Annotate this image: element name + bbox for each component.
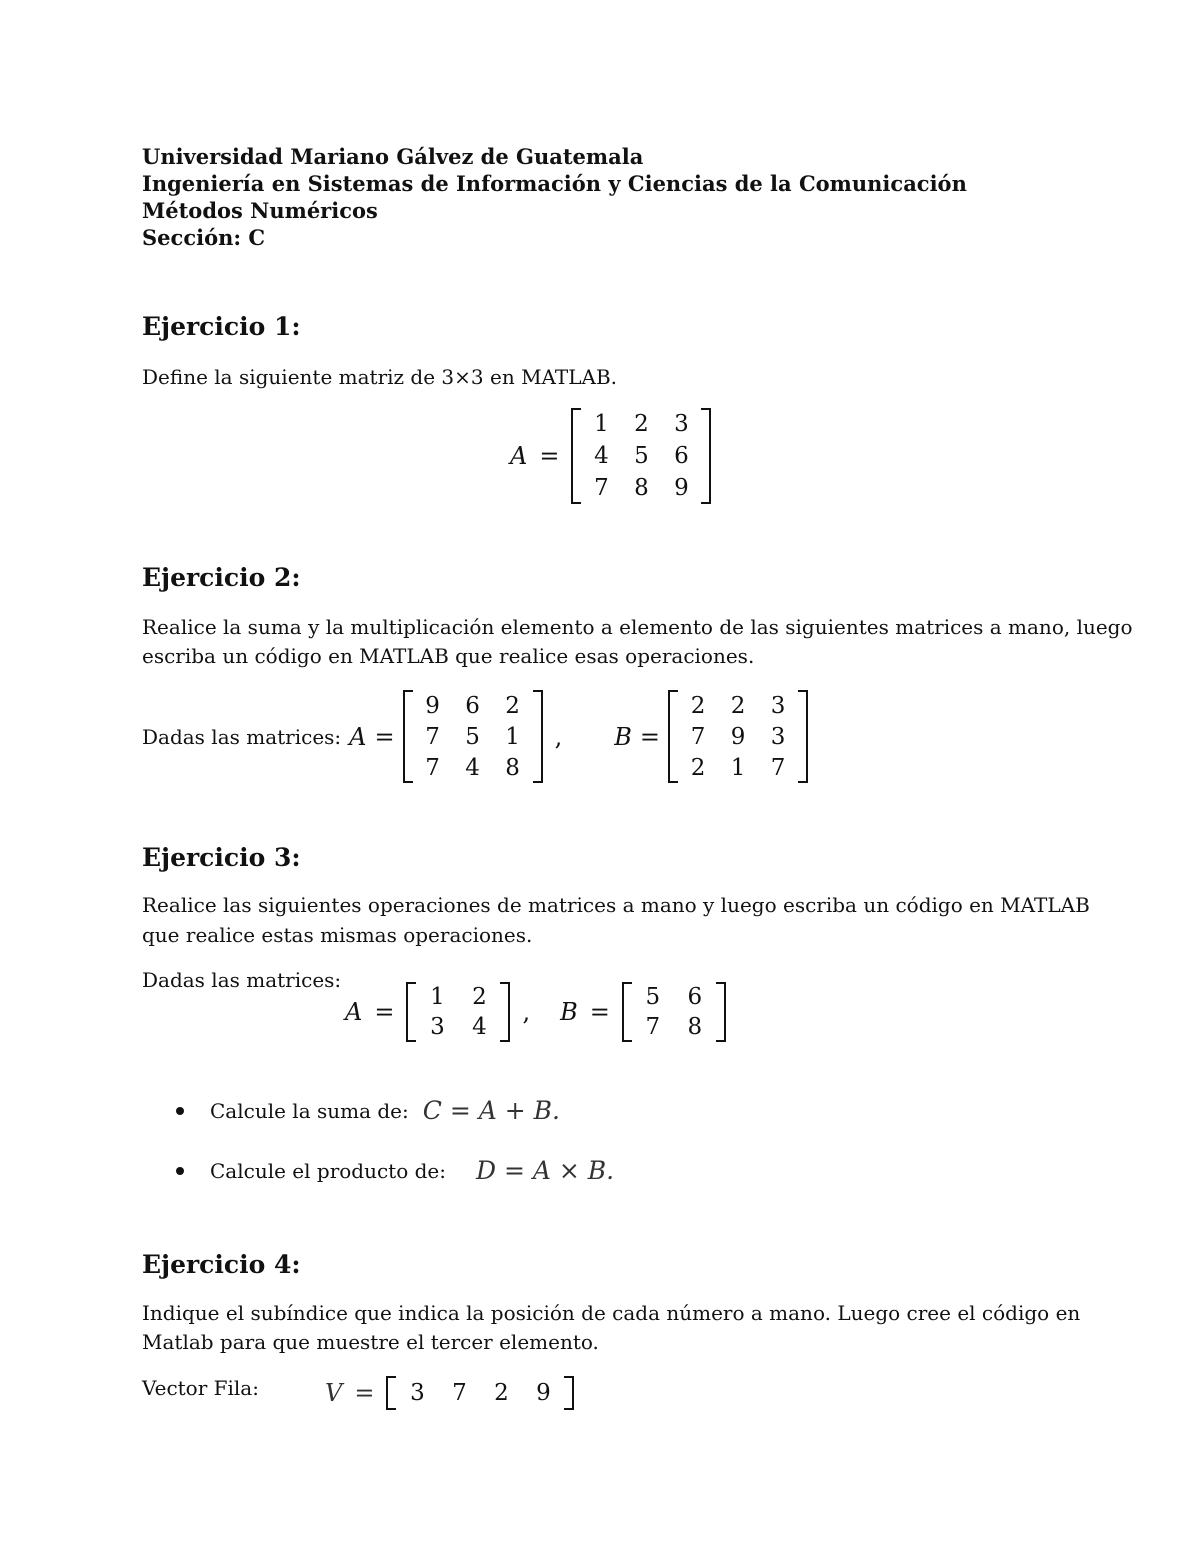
matrix-cell: 9 [730, 723, 746, 750]
matrix-cell: 1 [594, 411, 609, 437]
matrix-cell: 4 [472, 1014, 487, 1040]
vector-element: 3 [410, 1380, 425, 1406]
matrix-cell: 7 [645, 1014, 661, 1040]
vector-v-symbol: V [325, 1379, 343, 1407]
equals-sign: = [354, 1379, 375, 1407]
matrix-cell: 8 [634, 475, 649, 501]
matrix-cell: 1 [730, 754, 746, 781]
matrix-cell: 1 [430, 984, 445, 1010]
exercise-4-equation [325, 1376, 574, 1410]
matrix-cell: 6 [674, 443, 689, 469]
vector-element: 9 [536, 1380, 551, 1406]
exercise-2-text-line1: Realice la suma y la multiplicación elemento a elemento de las siguientes matrices a mano, luego [142, 615, 1133, 639]
exercise-2-text-line2: escriba un código en MATLAB que realice esas operaciones. [142, 644, 755, 668]
matrix-cell: 7 [770, 754, 786, 781]
matrix-a-symbol: A [345, 998, 363, 1026]
row-vector [386, 1376, 574, 1410]
matrix-cell: 9 [674, 475, 689, 501]
bullet-product [176, 1156, 614, 1185]
matrix-cell: 5 [465, 723, 480, 750]
matrix-cell: 3 [770, 723, 786, 750]
matrix-a-3x3 [571, 408, 711, 504]
vector-element: 7 [452, 1380, 467, 1406]
matrix-cell: 9 [425, 692, 440, 719]
bullet-icon [176, 1167, 184, 1175]
vector-element: 2 [494, 1380, 509, 1406]
matrix-cell: 2 [505, 692, 520, 719]
equals-sign: = [539, 442, 560, 470]
given-matrices-label: Dadas las matrices: [142, 968, 342, 992]
matrix-cell: 5 [645, 984, 661, 1010]
comma: , [554, 722, 563, 751]
matrix-cell: 2 [472, 984, 487, 1010]
bullet-label: Calcule la suma de: [210, 1098, 409, 1123]
exercise-2-title: Ejercicio 2: [142, 563, 301, 592]
exercise-3-equation [345, 982, 726, 1042]
matrix-cell: 7 [425, 723, 440, 750]
matrix-a-symbol: A [510, 442, 528, 470]
matrix-cell: 7 [690, 723, 706, 750]
matrix-cell: 7 [594, 475, 609, 501]
comma: , [522, 998, 531, 1026]
course-name: Métodos Numéricos [142, 198, 378, 223]
equals-sign: = [639, 722, 661, 751]
matrix-cell: 2 [730, 692, 746, 719]
sum-expression: C = A + B. [422, 1096, 560, 1125]
bullet-icon [176, 1107, 184, 1115]
matrix-cell: 8 [505, 754, 520, 781]
exercise-4-text-line1: Indique el subíndice que indica la posición de cada número a mano. Luego cree el código en [142, 1301, 1081, 1325]
matrix-cell: 5 [634, 443, 649, 469]
matrix-a-symbol: A [349, 722, 367, 751]
matrix-b-2x2 [622, 982, 726, 1042]
product-expression: D = A × B. [476, 1156, 615, 1185]
matrix-cell: 6 [687, 984, 703, 1010]
matrix-cell: 3 [430, 1014, 445, 1040]
bullet-sum [176, 1096, 560, 1125]
matrix-cell: 7 [425, 754, 440, 781]
exercise-1-title: Ejercicio 1: [142, 312, 301, 341]
matrix-b-symbol: B [614, 722, 632, 751]
matrix-cell: 2 [634, 411, 649, 437]
matrix-b-3x3 [668, 690, 808, 783]
university-name: Universidad Mariano Gálvez de Guatemala [142, 144, 644, 169]
bullet-label: Calcule el producto de: [210, 1158, 446, 1183]
equals-sign: = [374, 722, 395, 751]
matrix-b-symbol: B [560, 998, 578, 1026]
matrix-cell: 8 [687, 1014, 703, 1040]
equals-sign: = [374, 998, 395, 1026]
exercise-2-equation [142, 690, 808, 783]
exercise-1-text: Define la siguiente matriz de 3×3 en MATLAB. [142, 365, 618, 389]
program-name: Ingeniería en Sistemas de Información y Ciencias de la Comunicación [142, 171, 967, 196]
matrix-cell: 2 [690, 692, 706, 719]
matrix-a-3x3 [403, 690, 543, 783]
equals-sign: = [589, 998, 610, 1026]
matrix-cell: 6 [465, 692, 480, 719]
row-vector-label: Vector Fila: [142, 1376, 259, 1400]
matrix-cell: 2 [690, 754, 706, 781]
exercise-4-text-line2: Matlab para que muestre el tercer elemento. [142, 1330, 599, 1354]
exercise-1-equation [510, 408, 711, 504]
exercise-4-title: Ejercicio 4: [142, 1250, 301, 1279]
matrix-cell: 3 [770, 692, 786, 719]
matrix-cell: 4 [465, 754, 480, 781]
exercise-3-text-line1: Realice las siguientes operaciones de matrices a mano y luego escriba un código en MATLAB [142, 893, 1090, 917]
matrix-cell: 3 [674, 411, 689, 437]
exercise-3-text-line2: que realice estas mismas operaciones. [142, 923, 533, 947]
matrix-cell: 4 [594, 443, 609, 469]
matrix-cell: 1 [505, 723, 520, 750]
matrix-a-2x2 [406, 982, 510, 1042]
section-label: Sección: C [142, 225, 266, 250]
given-matrices-label: Dadas las matrices: [142, 724, 342, 749]
exercise-3-title: Ejercicio 3: [142, 843, 301, 872]
